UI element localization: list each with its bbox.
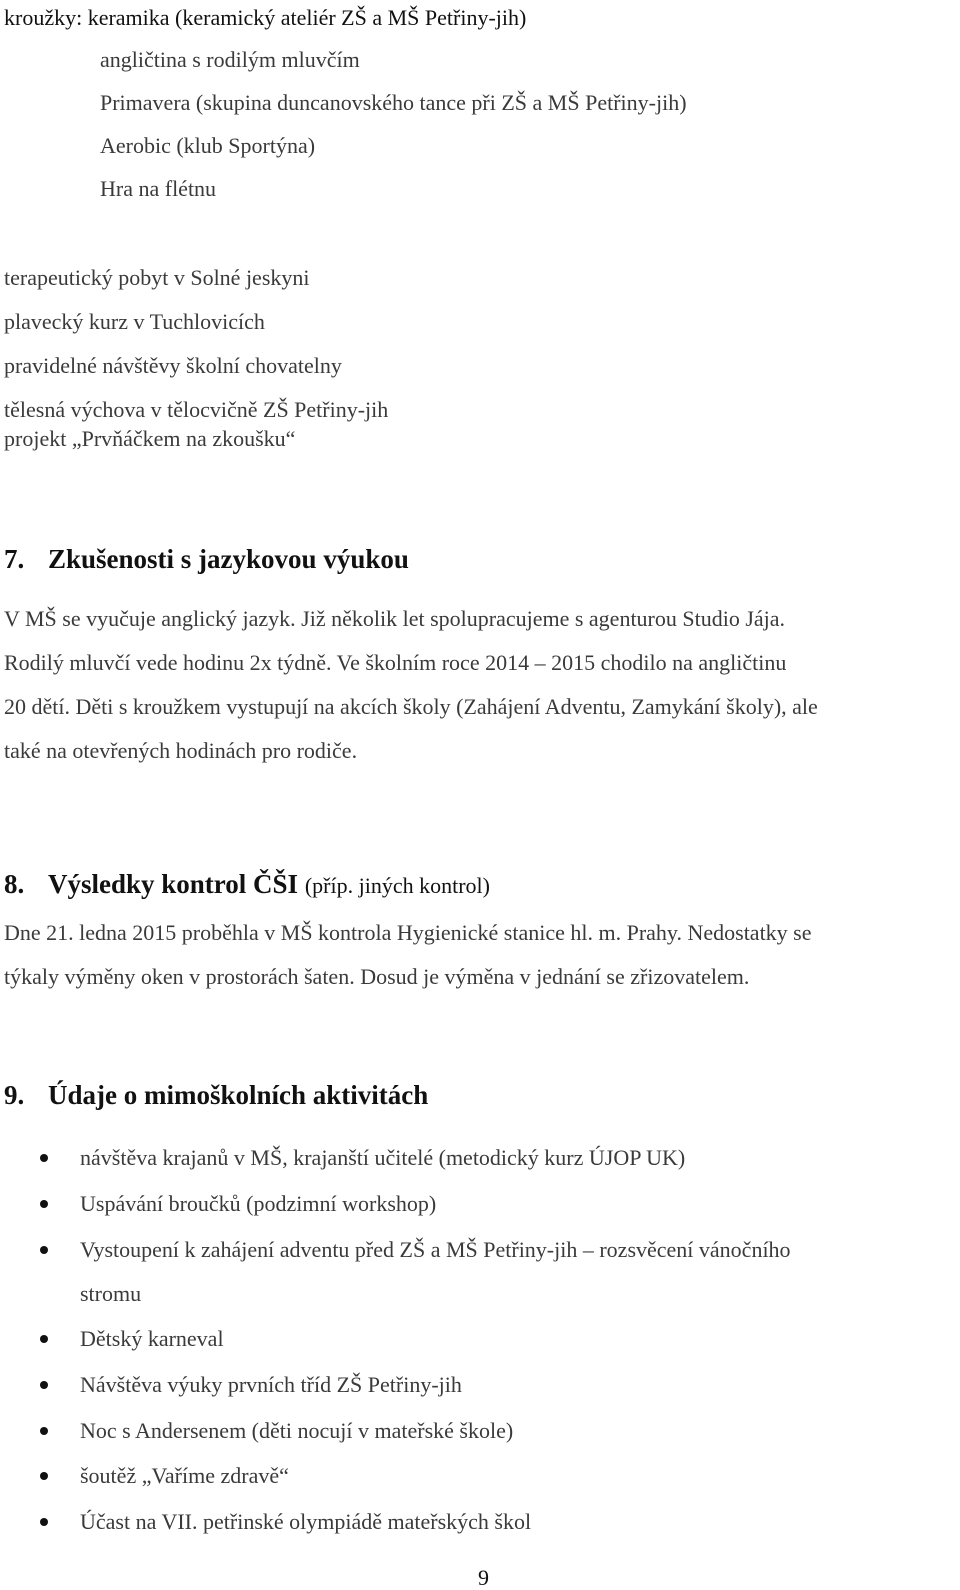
- section-number: 8.: [4, 869, 25, 899]
- section-8-heading: [4, 868, 490, 902]
- section-7-text-line: také na otevřených hodinách pro rodiče.: [4, 738, 358, 763]
- activities-first-line: [4, 5, 526, 31]
- other-activity-item: plavecký kurz v Tuchlovicích: [4, 309, 265, 334]
- section-title: Výsledky kontrol ČŠI: [48, 869, 299, 899]
- section-7-text-line: 20 dětí. Děti s kroužkem vystupují na akcích školy (Zahájení Adventu, Zamykání školy), ale: [4, 694, 818, 719]
- other-activity-item: tělesná výchova v tělocvičně ZŠ Petřiny-jih: [4, 397, 389, 422]
- section-9-heading: [4, 1079, 428, 1111]
- bullet-item: návštěva krajanů v MŠ, krajanští učitelé (metodický kurz ÚJOP UK): [80, 1145, 686, 1170]
- bullet-marker: [40, 1200, 48, 1208]
- bullet-marker: [40, 1427, 48, 1435]
- section-8-text-line: Dne 21. ledna 2015 proběhla v MŠ kontrola Hygienické stanice hl. m. Prahy. Nedostatky se: [4, 920, 812, 945]
- other-activity-item: projekt „Prvňáčkem na zkoušku“: [4, 426, 296, 451]
- bullet-marker: [40, 1472, 48, 1480]
- section-7-text-line: Rodilý mluvčí vede hodinu 2x týdně. Ve školním roce 2014 – 2015 chodilo na angličtinu: [4, 650, 787, 675]
- section-number: 9.: [4, 1080, 25, 1110]
- bullet-marker: [40, 1381, 48, 1389]
- section-number: 7.: [4, 544, 25, 574]
- other-activity-item: pravidelné návštěvy školní chovatelny: [4, 353, 342, 378]
- activities-item: Aerobic (klub Sportýna): [100, 133, 316, 158]
- section-title: Údaje o mimoškolních aktivitách: [48, 1080, 429, 1110]
- bullet-item: šoutěž „Vaříme zdravě“: [80, 1463, 289, 1488]
- section-8-text-line: týkaly výměny oken v prostorách šaten. Dosud je výměna v jednání se zřizovatelem.: [4, 964, 750, 989]
- bullet-item: Uspávání broučků (podzimní workshop): [80, 1191, 437, 1216]
- bullet-item: Návštěva výuky prvních tříd ZŠ Petřiny-jih: [80, 1372, 462, 1397]
- activities-item: Hra na flétnu: [100, 176, 217, 201]
- section-title: Zkušenosti s jazykovou výukou: [48, 544, 409, 574]
- page-number: 9: [478, 1565, 489, 1590]
- bullet-item: Vystoupení k zahájení adventu před ZŠ a MŠ Petřiny-jih – rozsvěcení vánočního: [80, 1237, 791, 1262]
- activities-intro-label: kroužky:: [4, 5, 83, 30]
- bullet-item: Účast na VII. petřinské olympiádě mateřských škol: [80, 1509, 532, 1534]
- bullet-item: Dětský karneval: [80, 1326, 224, 1351]
- section-7-text-line: V MŠ se vyučuje anglický jazyk. Již několik let spolupracujeme s agenturou Studio Jája.: [4, 606, 786, 631]
- activities-item: Primavera (skupina duncanovského tance při ZŠ a MŠ Petřiny-jih): [100, 90, 687, 115]
- bullet-marker: [40, 1154, 48, 1162]
- other-activity-item: terapeutický pobyt v Solné jeskyni: [4, 265, 310, 290]
- bullet-marker: [40, 1518, 48, 1526]
- bullet-marker: [40, 1335, 48, 1343]
- bullet-item: Noc s Andersenem (děti nocují v mateřské škole): [80, 1418, 514, 1443]
- bullet-marker: [40, 1246, 48, 1254]
- section-title-suffix: (příp. jiných kontrol): [304, 873, 490, 898]
- activities-item: keramika (keramický ateliér ZŠ a MŠ Petřiny-jih): [87, 5, 527, 30]
- section-7-heading: [4, 543, 409, 575]
- bullet-item-continuation: stromu: [80, 1281, 142, 1306]
- activities-item: angličtina s rodilým mluvčím: [100, 47, 360, 72]
